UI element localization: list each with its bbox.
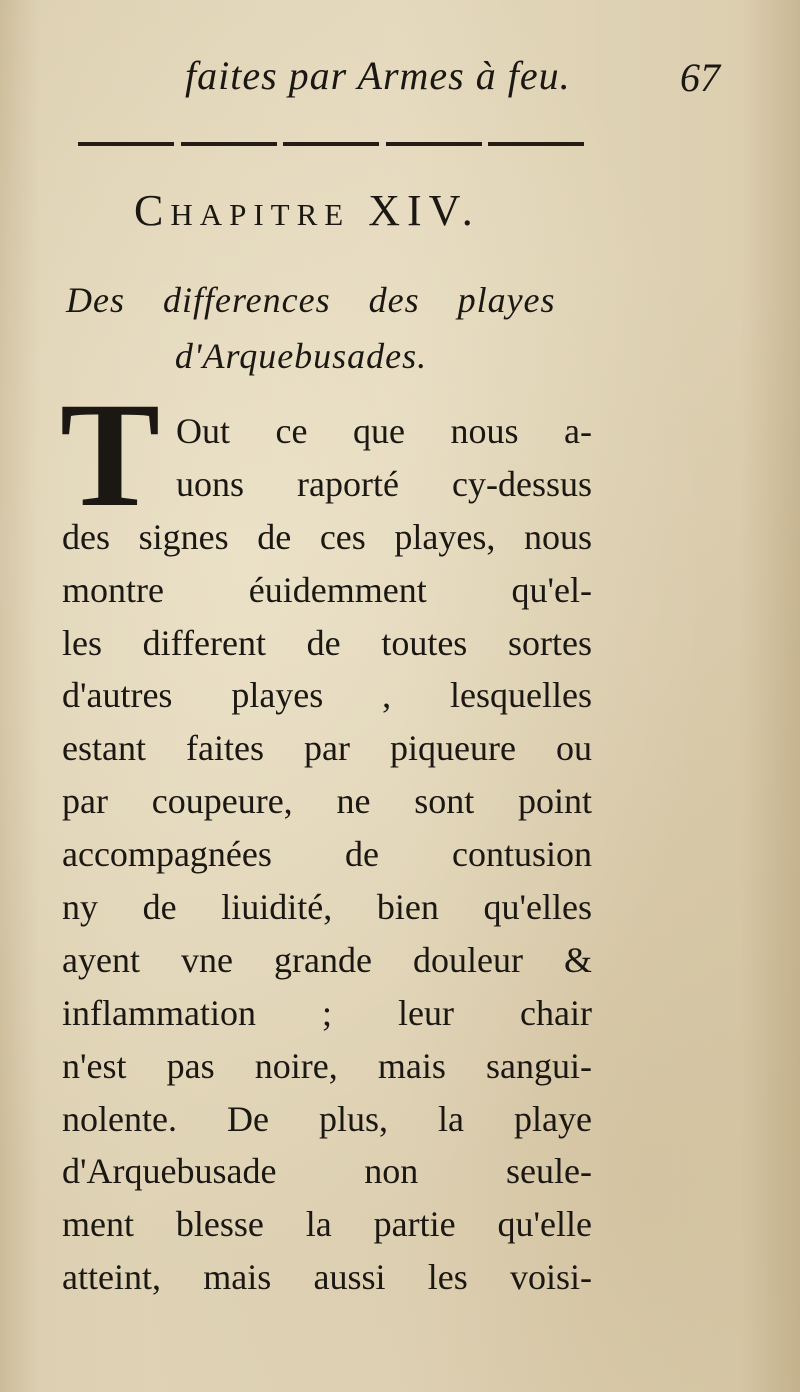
- section-title: [66, 272, 586, 384]
- body-line: d'autres playes , lesquelles: [62, 675, 592, 716]
- rule-segment: [181, 142, 277, 146]
- rule-segment: [283, 142, 379, 146]
- chapter-heading: Chapitre XIV.: [134, 186, 480, 235]
- body-line: atteint, mais aussi les voisi-: [62, 1257, 592, 1298]
- section-title-line-2: d'Arquebusades.: [174, 336, 428, 376]
- body-line: par coupeure, ne sont point: [62, 781, 592, 822]
- body-line: ayent vne grande douleur &: [62, 939, 592, 980]
- body-line: n'est pas noire, mais sangui-: [62, 1045, 592, 1086]
- body-line: nolente. De plus, la playe: [62, 1098, 592, 1139]
- body-line: ment blesse la partie qu'elle: [62, 1204, 592, 1245]
- body-line: des signes de ces playes, nous: [62, 516, 592, 557]
- body-line: inflammation ; leur chair: [62, 992, 592, 1033]
- body-line: uons raporté cy-dessus: [176, 463, 592, 504]
- body-line: estant faites par piqueure ou: [62, 728, 592, 769]
- body-line: Out ce que nous a-: [176, 411, 592, 451]
- body-line: d'Arquebusade non seule-: [62, 1151, 592, 1192]
- page-number: 67: [680, 55, 720, 100]
- section-title-line-1: Des differences des playes: [66, 280, 556, 320]
- body-line: ny de liuidité, bien qu'elles: [62, 887, 592, 928]
- body-line: accompagnées de contusion: [62, 834, 592, 875]
- body-line: montre éuidemment qu'el-: [62, 569, 592, 610]
- drop-cap: T: [60, 372, 161, 538]
- body-line: les different de toutes sortes: [62, 622, 592, 663]
- running-head: faites par Armes à feu.: [185, 53, 571, 98]
- ornamental-rule: [78, 140, 584, 148]
- body-text: [62, 405, 592, 1304]
- rule-segment: [386, 142, 482, 146]
- rule-segment: [488, 142, 584, 146]
- rule-segment: [78, 142, 174, 146]
